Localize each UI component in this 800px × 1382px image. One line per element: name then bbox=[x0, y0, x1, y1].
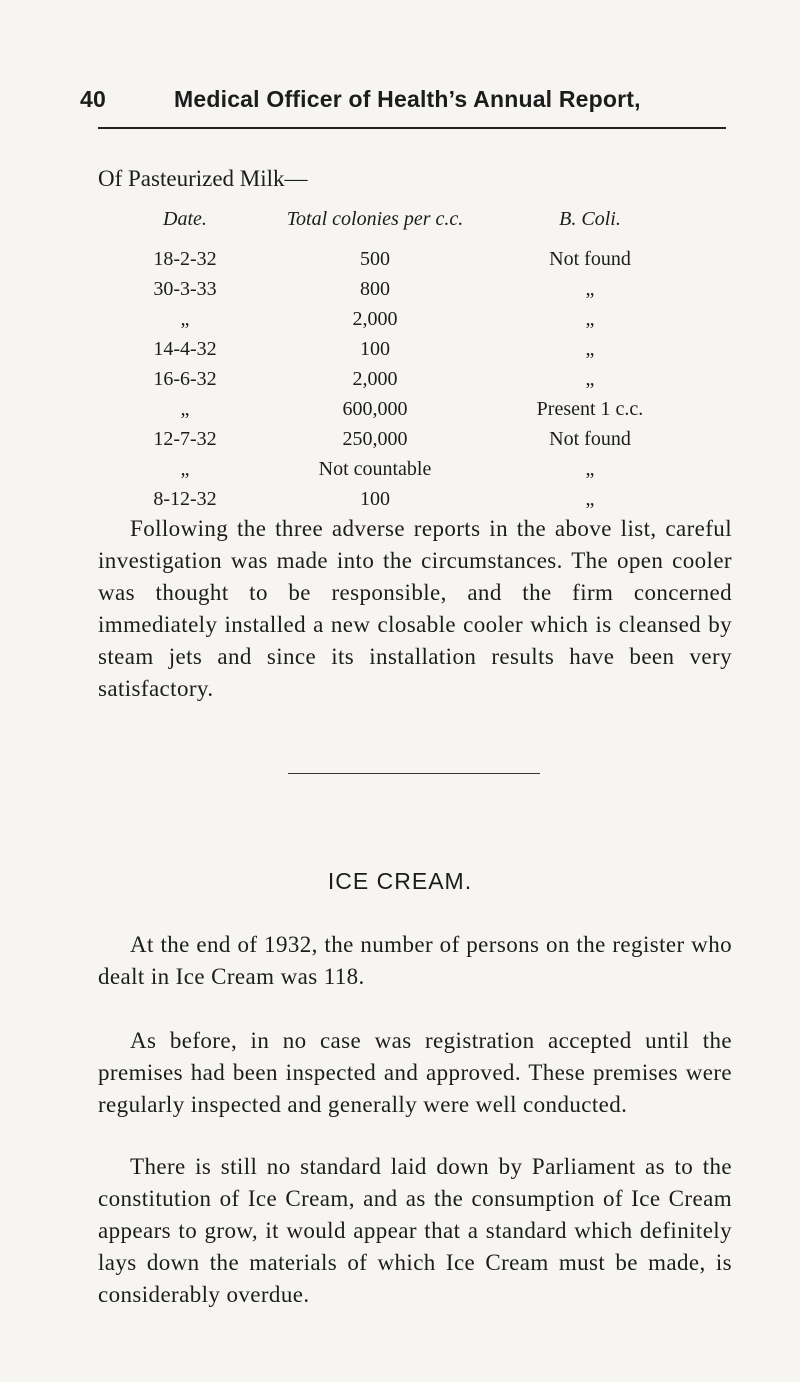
column-header-bcoli: B. Coli. bbox=[559, 208, 621, 230]
header-rule bbox=[98, 127, 726, 129]
cell-colonies: 500 bbox=[360, 247, 390, 270]
cell-bcoli: „ bbox=[585, 487, 595, 510]
cell-bcoli: „ bbox=[585, 307, 595, 330]
ice-cream-heading: ICE CREAM. bbox=[327, 868, 473, 894]
table-row bbox=[120, 484, 680, 514]
table-header-row bbox=[120, 208, 680, 244]
milk-paragraph: Following the three adverse reports in the above list, careful investigation was made into the circumstances. The open cooler was thought to be responsible, and the firm concerned immediately installed a new closable cooler which is cleansed by steam jets and since its installation results have been very satisfactory. bbox=[98, 516, 732, 701]
table-row bbox=[120, 364, 680, 394]
cell-bcoli: „ bbox=[585, 457, 595, 480]
pasteurized-milk-table bbox=[120, 208, 680, 514]
page-number: 40 bbox=[80, 86, 106, 112]
table-row bbox=[120, 274, 680, 304]
cell-bcoli: Not found bbox=[549, 247, 631, 270]
cell-colonies: 800 bbox=[360, 277, 390, 300]
running-title: Medical Officer of Health’s Annual Report, bbox=[174, 86, 641, 112]
cell-date: 16-6-32 bbox=[153, 367, 217, 390]
cell-date: 12-7-32 bbox=[153, 427, 217, 450]
ice-cream-paragraph-3: There is still no standard laid down by Parliament as to the constitution of Ice Cream, and as the consumption of Ice Cream appears to grow, it would appear that a standard which definitely lays down the materials of which Ice Cream must be made, is considerably overdue. bbox=[98, 1154, 732, 1307]
table-row bbox=[120, 454, 680, 484]
section-divider bbox=[288, 773, 540, 774]
cell-date: 8-12-32 bbox=[153, 487, 217, 510]
table-row bbox=[120, 394, 680, 424]
cell-bcoli: „ bbox=[585, 277, 595, 300]
cell-bcoli: Present 1 c.c. bbox=[536, 397, 644, 420]
cell-date: „ bbox=[180, 397, 190, 420]
ice-cream-paragraph-2: As before, in no case was registration accepted until the premises had been inspected and approved. These premises were regularly inspected and generally were well conducted. bbox=[98, 1028, 732, 1117]
cell-bcoli: Not found bbox=[549, 427, 631, 450]
cell-colonies: 250,000 bbox=[342, 427, 408, 450]
cell-colonies: 2,000 bbox=[352, 367, 398, 390]
table-row bbox=[120, 334, 680, 364]
table-row bbox=[120, 244, 680, 274]
ice-cream-paragraph-1: At the end of 1932, the number of persons on the register who dealt in Ice Cream was 118. bbox=[98, 932, 732, 989]
cell-bcoli: „ bbox=[585, 337, 595, 360]
cell-date: 14-4-32 bbox=[153, 337, 217, 360]
cell-date: 18-2-32 bbox=[153, 247, 217, 270]
cell-date: 30-3-33 bbox=[153, 277, 217, 300]
column-header-date: Date. bbox=[163, 208, 207, 230]
cell-colonies: Not countable bbox=[318, 457, 432, 480]
cell-colonies: 100 bbox=[360, 337, 390, 360]
cell-colonies: 100 bbox=[360, 487, 390, 510]
cell-date: „ bbox=[180, 307, 190, 330]
section-intro: Of Pasteurized Milk— bbox=[98, 166, 308, 191]
column-header-colonies: Total colonies per c.c. bbox=[286, 208, 464, 230]
table-row bbox=[120, 304, 680, 334]
cell-colonies: 600,000 bbox=[342, 397, 408, 420]
table-row bbox=[120, 424, 680, 454]
cell-date: „ bbox=[180, 457, 190, 480]
cell-bcoli: „ bbox=[585, 367, 595, 390]
cell-colonies: 2,000 bbox=[352, 307, 398, 330]
